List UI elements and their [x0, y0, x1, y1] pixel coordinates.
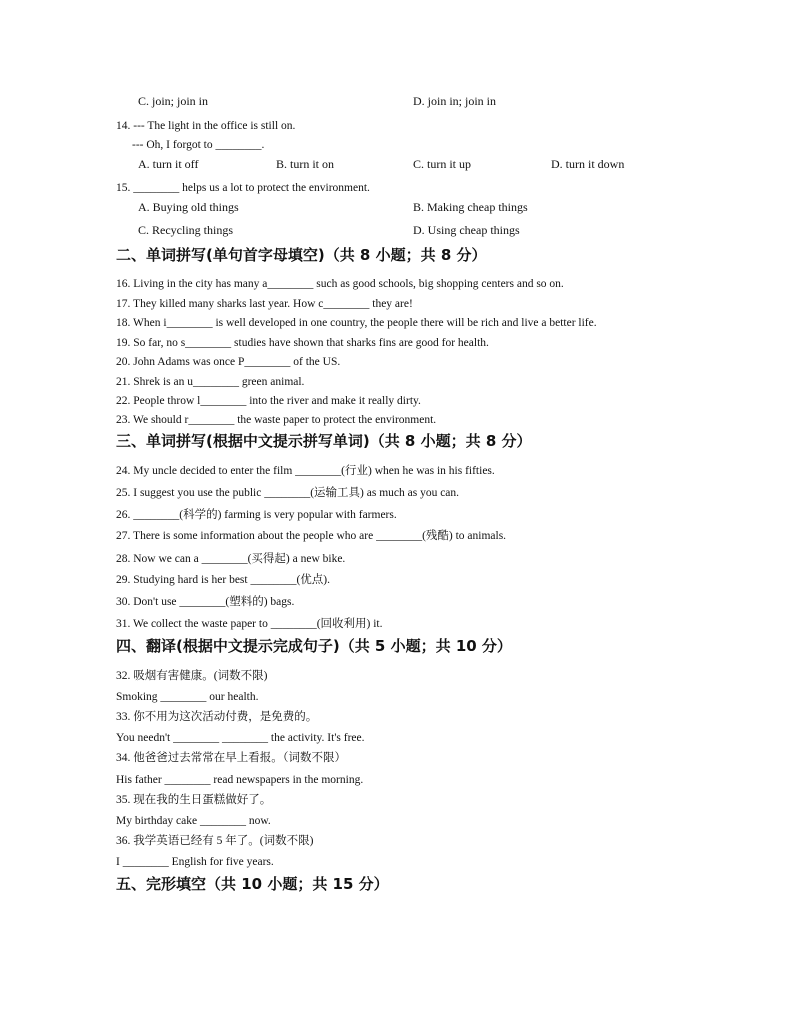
- s2-item-17: 17. They killed many sharks last year. How c________ they are!: [116, 298, 413, 310]
- s3-item-26: 26. ________(科学的) farming is very popular with farmers.: [116, 509, 397, 521]
- q14-line1: 14. --- The light in the office is still on.: [116, 120, 296, 132]
- s3-item-29: 29. Studying hard is her best ________(优点).: [116, 574, 331, 586]
- s3-item-27: 27. There is some information about the people who are ________(残酷) to animals.: [116, 530, 507, 542]
- section3-heading: 三、单词拼写(根据中文提示拼写单词)（共 8 小题；共 8 分）: [116, 432, 532, 450]
- s3-item-28: 28. Now we can a ________(买得起) a new bike.: [116, 553, 346, 565]
- q15-option-c: C. Recycling things: [138, 223, 233, 237]
- s4-item-35-prompt: 35. 现在我的生日蛋糕做好了。: [116, 794, 272, 806]
- q15-option-d: D. Using cheap things: [413, 223, 520, 237]
- q13-option-d: D. join in; join in: [413, 94, 497, 108]
- q14-option-c: C. turn it up: [413, 157, 472, 171]
- s4-item-34-prompt: 34. 他爸爸过去常常在早上看报。（词数不限）: [116, 752, 346, 764]
- s4-item-33-prompt: 33. 你不用为这次活动付费，是免费的。: [116, 711, 318, 723]
- q13-option-c: C. join; join in: [138, 94, 209, 108]
- s2-item-20: 20. John Adams was once P________ of the US.: [116, 356, 341, 368]
- q15-option-a: A. Buying old things: [138, 200, 239, 214]
- s3-item-25: 25. I suggest you use the public ________(运输工具) as much as you can.: [116, 487, 460, 499]
- s2-item-18: 18. When i________ is well developed in one country, the people there will be rich and live a better life.: [116, 317, 597, 329]
- s2-item-22: 22. People throw l________ into the river and make it really dirty.: [116, 395, 421, 407]
- q14-line2: --- Oh, I forgot to ________.: [132, 139, 265, 151]
- s3-item-30: 30. Don't use ________(塑料的) bags.: [116, 596, 295, 608]
- q15-line1: 15. ________ helps us a lot to protect the environment.: [116, 182, 370, 194]
- section2-heading: 二、单词拼写(单句首字母填空)（共 8 小题；共 8 分）: [116, 246, 487, 264]
- q14-option-a: A. turn it off: [138, 157, 199, 171]
- q15-option-b: B. Making cheap things: [413, 200, 528, 214]
- s2-item-21: 21. Shrek is an u________ green animal.: [116, 376, 305, 388]
- section4-heading: 四、翻译(根据中文提示完成句子)（共 5 小题；共 10 分）: [116, 637, 512, 655]
- s4-item-36-answer: I ________ English for five years.: [116, 856, 274, 868]
- s3-item-24: 24. My uncle decided to enter the film ________(行业) when he was in his fifties.: [116, 465, 495, 477]
- s3-item-31: 31. We collect the waste paper to ________(回收利用) it.: [116, 618, 383, 630]
- s4-item-33-answer: You needn't ________ ________ the activity. It's free.: [116, 732, 365, 744]
- q14-option-b: B. turn it on: [276, 157, 335, 171]
- s4-item-32-prompt: 32. 吸烟有害健康。(词数不限): [116, 670, 268, 682]
- q14-option-d: D. turn it down: [551, 157, 625, 171]
- s2-item-16: 16. Living in the city has many a________ such as good schools, big shopping centers and so on.: [116, 278, 564, 290]
- s4-item-32-answer: Smoking ________ our health.: [116, 691, 259, 703]
- s4-item-35-answer: My birthday cake ________ now.: [116, 815, 271, 827]
- s2-item-19: 19. So far, no s________ studies have shown that sharks fins are good for health.: [116, 337, 489, 349]
- section5-heading: 五、完形填空（共 10 小题；共 15 分）: [116, 875, 389, 893]
- s4-item-36-prompt: 36. 我学英语已经有 5 年了。(词数不限): [116, 835, 314, 847]
- s4-item-34-answer: His father ________ read newspapers in the morning.: [116, 774, 364, 786]
- s2-item-23: 23. We should r________ the waste paper to protect the environment.: [116, 414, 437, 426]
